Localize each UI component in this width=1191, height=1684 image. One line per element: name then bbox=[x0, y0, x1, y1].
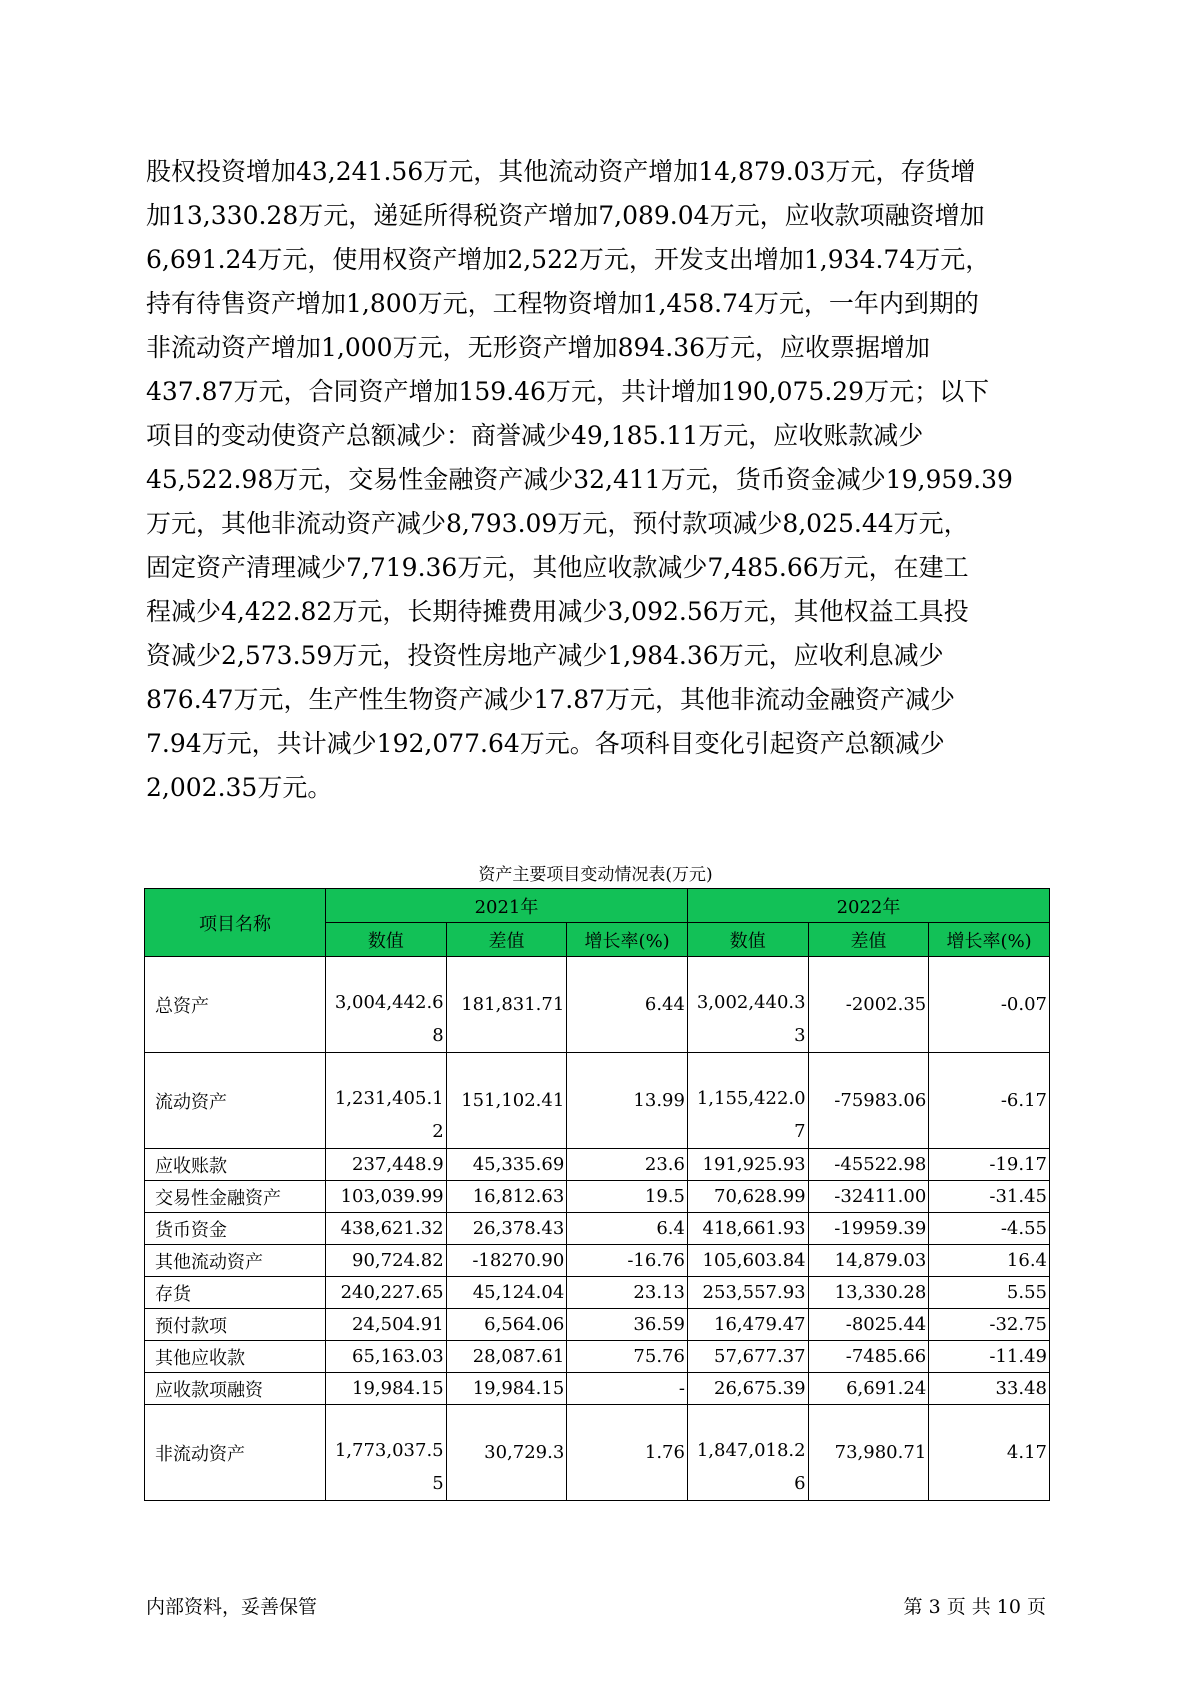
header-rate-2021: 增长率(%) bbox=[567, 923, 688, 957]
row-label: 货币资金 bbox=[145, 1213, 326, 1245]
cell-d2: -8025.44 bbox=[808, 1309, 929, 1341]
cell-v1: 240,227.65 bbox=[325, 1277, 446, 1309]
cell-d2: 73,980.71 bbox=[808, 1405, 929, 1501]
table-row bbox=[145, 957, 1050, 1053]
cell-d1: 6,564.06 bbox=[446, 1309, 567, 1341]
paragraph-line: 固定资产清理减少7,719.36万元，其他应收款减少7,485.66万元，在建工 bbox=[146, 553, 969, 582]
table-row bbox=[145, 1405, 1050, 1501]
paragraph-line: 7.94万元，共计减少192,077.64万元。各项科目变化引起资产总额减少 bbox=[146, 729, 945, 758]
table-row bbox=[145, 1277, 1050, 1309]
row-label: 存货 bbox=[145, 1277, 326, 1309]
cell-v1: 103,039.99 bbox=[325, 1181, 446, 1213]
cell-r1: 1.76 bbox=[567, 1405, 688, 1501]
row-label: 交易性金融资产 bbox=[145, 1181, 326, 1213]
cell-d1: 26,378.43 bbox=[446, 1213, 567, 1245]
cell-d2: -2002.35 bbox=[808, 957, 929, 1053]
cell-v2: 16,479.47 bbox=[687, 1309, 808, 1341]
cell-r1: 19.5 bbox=[567, 1181, 688, 1213]
paragraph-line: 876.47万元，生产性生物资产减少17.87万元，其他非流动金融资产减少 bbox=[146, 685, 956, 714]
table-row bbox=[145, 1053, 1050, 1149]
cell-d1: 16,812.63 bbox=[446, 1181, 567, 1213]
cell-v1: 237,448.9 bbox=[325, 1149, 446, 1181]
confidential-note: 内部资料，妥善保管 bbox=[146, 1596, 318, 1618]
cell-v2: 3,002,440.33 bbox=[687, 957, 808, 1053]
cell-d2: 6,691.24 bbox=[808, 1373, 929, 1405]
header-diff-2022: 差值 bbox=[808, 923, 929, 957]
row-label: 流动资产 bbox=[145, 1053, 326, 1149]
cell-r2: -0.07 bbox=[929, 957, 1050, 1053]
cell-v2: 1,155,422.07 bbox=[687, 1053, 808, 1149]
table-row bbox=[145, 1341, 1050, 1373]
cell-r2: -19.17 bbox=[929, 1149, 1050, 1181]
header-value-2021: 数值 bbox=[325, 923, 446, 957]
cell-v1: 19,984.15 bbox=[325, 1373, 446, 1405]
body-paragraph bbox=[146, 150, 1046, 810]
cell-v2: 70,628.99 bbox=[687, 1181, 808, 1213]
cell-r2: 33.48 bbox=[929, 1373, 1050, 1405]
cell-v1: 1,773,037.55 bbox=[325, 1405, 446, 1501]
paragraph-line: 非流动资产增加1,000万元，无形资产增加894.36万元，应收票据增加 bbox=[146, 333, 931, 362]
table-row bbox=[145, 1245, 1050, 1277]
cell-r2: -32.75 bbox=[929, 1309, 1050, 1341]
cell-d2: -75983.06 bbox=[808, 1053, 929, 1149]
table-row bbox=[145, 1213, 1050, 1245]
cell-r2: 5.55 bbox=[929, 1277, 1050, 1309]
asset-change-table bbox=[144, 888, 1050, 1501]
cell-v2: 253,557.93 bbox=[687, 1277, 808, 1309]
cell-d1: 181,831.71 bbox=[446, 957, 567, 1053]
cell-d2: 14,879.03 bbox=[808, 1245, 929, 1277]
paragraph-line: 6,691.24万元，使用权资产增加2,522万元，开发支出增加1,934.74万元， bbox=[146, 245, 991, 274]
row-label: 其他应收款 bbox=[145, 1341, 326, 1373]
cell-d1: 45,124.04 bbox=[446, 1277, 567, 1309]
cell-r1: 6.4 bbox=[567, 1213, 688, 1245]
cell-d2: -45522.98 bbox=[808, 1149, 929, 1181]
table-row bbox=[145, 1309, 1050, 1341]
table-row bbox=[145, 1149, 1050, 1181]
cell-r1: 75.76 bbox=[567, 1341, 688, 1373]
cell-r2: -6.17 bbox=[929, 1053, 1050, 1149]
cell-v1: 24,504.91 bbox=[325, 1309, 446, 1341]
cell-v2: 26,675.39 bbox=[687, 1373, 808, 1405]
cell-r2: -11.49 bbox=[929, 1341, 1050, 1373]
cell-v1: 438,621.32 bbox=[325, 1213, 446, 1245]
cell-r1: 23.6 bbox=[567, 1149, 688, 1181]
cell-v2: 1,847,018.26 bbox=[687, 1405, 808, 1501]
cell-v2: 418,661.93 bbox=[687, 1213, 808, 1245]
cell-d1: 19,984.15 bbox=[446, 1373, 567, 1405]
cell-r1: 36.59 bbox=[567, 1309, 688, 1341]
paragraph-line: 资减少2,573.59万元，投资性房地产减少1,984.36万元，应收利息减少 bbox=[146, 641, 944, 670]
paragraph-line: 程减少4,422.82万元，长期待摊费用减少3,092.56万元，其他权益工具投 bbox=[146, 597, 969, 626]
cell-d1: -18270.90 bbox=[446, 1245, 567, 1277]
cell-r2: -31.45 bbox=[929, 1181, 1050, 1213]
cell-d2: -32411.00 bbox=[808, 1181, 929, 1213]
paragraph-line: 股权投资增加43,241.56万元，其他流动资产增加14,879.03万元，存货增 bbox=[146, 157, 976, 186]
cell-v1: 1,231,405.12 bbox=[325, 1053, 446, 1149]
cell-r2: 4.17 bbox=[929, 1405, 1050, 1501]
cell-d2: -7485.66 bbox=[808, 1341, 929, 1373]
cell-r1: 13.99 bbox=[567, 1053, 688, 1149]
row-label: 应收款项融资 bbox=[145, 1373, 326, 1405]
table-caption: 资产主要项目变动情况表(万元) bbox=[478, 865, 713, 885]
cell-d2: 13,330.28 bbox=[808, 1277, 929, 1309]
cell-d1: 151,102.41 bbox=[446, 1053, 567, 1149]
cell-v2: 105,603.84 bbox=[687, 1245, 808, 1277]
row-label: 非流动资产 bbox=[145, 1405, 326, 1501]
paragraph-line: 项目的变动使资产总额减少：商誉减少49,185.11万元，应收账款减少 bbox=[146, 421, 924, 450]
cell-d1: 30,729.3 bbox=[446, 1405, 567, 1501]
header-year-2022: 2022年 bbox=[687, 889, 1049, 923]
header-year-2021: 2021年 bbox=[325, 889, 687, 923]
cell-r1: 23.13 bbox=[567, 1277, 688, 1309]
table-row bbox=[145, 1181, 1050, 1213]
table-row bbox=[145, 1373, 1050, 1405]
cell-r1: 6.44 bbox=[567, 957, 688, 1053]
paragraph-line: 2,002.35万元。 bbox=[146, 773, 333, 802]
row-label: 预付款项 bbox=[145, 1309, 326, 1341]
cell-v2: 191,925.93 bbox=[687, 1149, 808, 1181]
row-label: 总资产 bbox=[145, 957, 326, 1053]
cell-r2: 16.4 bbox=[929, 1245, 1050, 1277]
paragraph-line: 持有待售资产增加1,800万元，工程物资增加1,458.74万元，一年内到期的 bbox=[146, 289, 979, 318]
cell-v1: 90,724.82 bbox=[325, 1245, 446, 1277]
header-diff-2021: 差值 bbox=[446, 923, 567, 957]
cell-d2: -19959.39 bbox=[808, 1213, 929, 1245]
cell-v2: 57,677.37 bbox=[687, 1341, 808, 1373]
paragraph-line: 45,522.98万元，交易性金融资产减少32,411万元，货币资金减少19,959.39 bbox=[146, 465, 1013, 494]
row-label: 应收账款 bbox=[145, 1149, 326, 1181]
cell-v1: 65,163.03 bbox=[325, 1341, 446, 1373]
page-number: 第 3 页 共 10 页 bbox=[903, 1596, 1046, 1618]
cell-r1: - bbox=[567, 1373, 688, 1405]
paragraph-line: 加13,330.28万元，递延所得税资产增加7,089.04万元，应收款项融资增加 bbox=[146, 201, 985, 230]
paragraph-line: 万元，其他非流动资产减少8,793.09万元，预付款项减少8,025.44万元， bbox=[146, 509, 969, 538]
row-label: 其他流动资产 bbox=[145, 1245, 326, 1277]
cell-d1: 28,087.61 bbox=[446, 1341, 567, 1373]
paragraph-line: 437.87万元，合同资产增加159.46万元，共计增加190,075.29万元；以下 bbox=[146, 377, 990, 406]
header-rate-2022: 增长率(%) bbox=[929, 923, 1050, 957]
cell-d1: 45,335.69 bbox=[446, 1149, 567, 1181]
cell-v1: 3,004,442.68 bbox=[325, 957, 446, 1053]
header-item-name: 项目名称 bbox=[145, 889, 326, 957]
cell-r1: -16.76 bbox=[567, 1245, 688, 1277]
cell-r2: -4.55 bbox=[929, 1213, 1050, 1245]
header-value-2022: 数值 bbox=[687, 923, 808, 957]
